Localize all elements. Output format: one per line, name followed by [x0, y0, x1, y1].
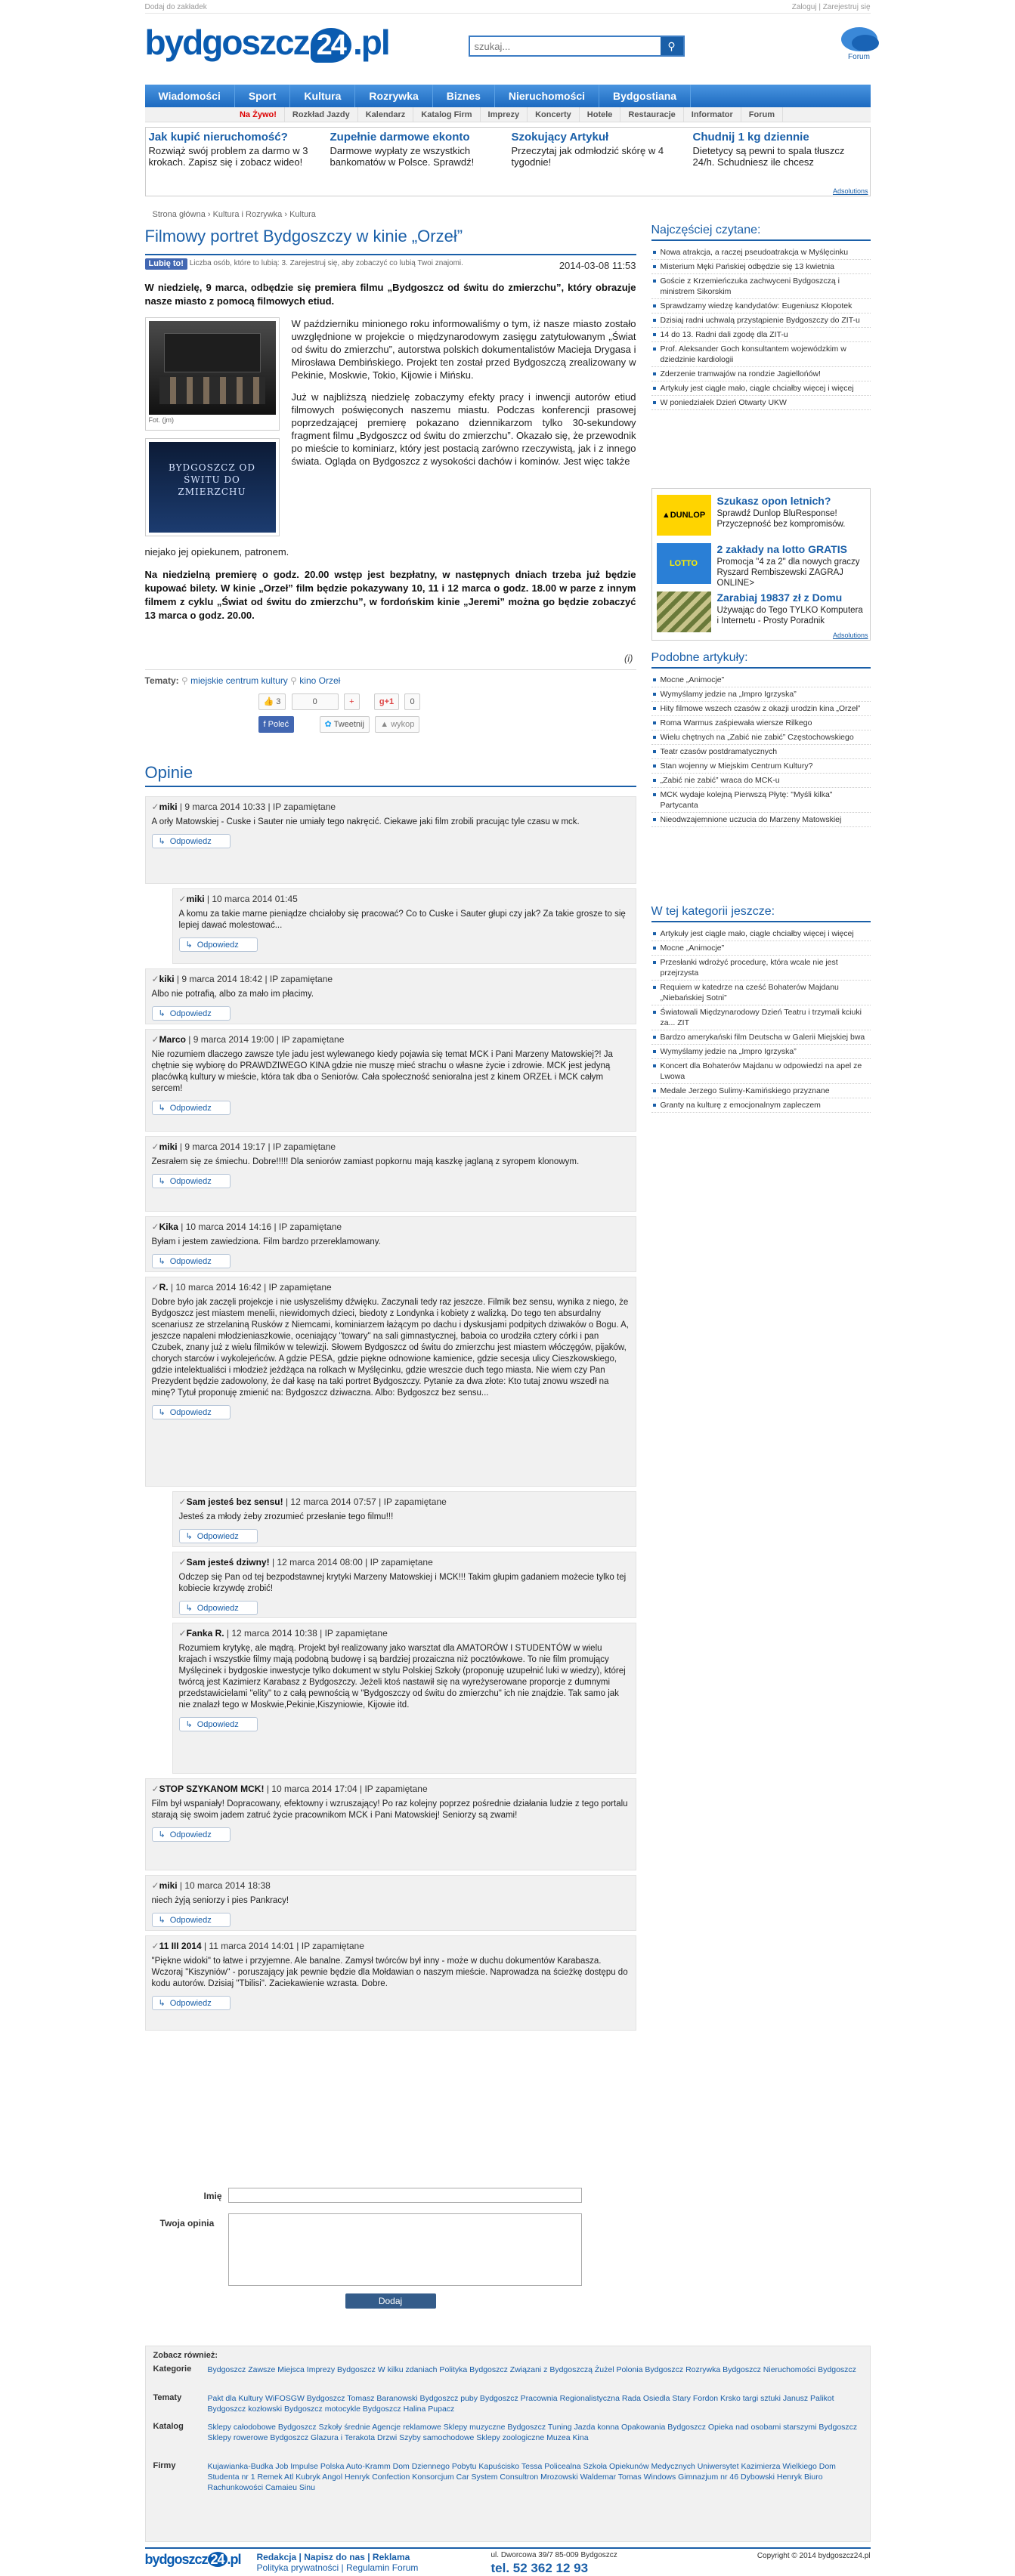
- see-also-links[interactable]: Pakt dla Kultury WiFOSGW Bydgoszcz Tomasz Baranowski Bydgoszcz puby Bydgoszcz Pracownia Regionalistyczna Rada Osiedla Stary Fordon Krsko targi sztuki Janusz Palikot Bydgoszcz kozłowski Bydgoszcz motocykle Bydgoszcz Halina Pupacz: [207, 2394, 834, 2414]
- tag-link[interactable]: kino Orzeł: [299, 675, 341, 686]
- sidebar-list-item[interactable]: Koncert dla Bohaterów Majdanu w odpowiedzi na apel ze Lwowa: [651, 1059, 871, 1084]
- dunlop-logo-icon: ▲DUNLOP: [657, 495, 711, 536]
- comment-header: [152, 1880, 630, 1891]
- ad-box[interactable]: [693, 131, 867, 168]
- comment-text: Albo nie potrafią, albo za mało im płacimy.: [151, 990, 314, 999]
- comment-meta: | 9 marca 2014 10:33 | IP zapamiętane: [179, 802, 336, 812]
- see-also-row: [153, 2422, 864, 2455]
- sidebar-ad[interactable]: [657, 543, 867, 587]
- tags-row: [145, 675, 341, 686]
- comment-author: 11 III 2014: [159, 1941, 202, 1951]
- article-paragraph: W październiku minionego roku informowaliśmy o tym, iż nasze miasto zostało uwzględnione w projekcie o międzynarodowym zasięgu zatytułowanym „Świat od świtu do zmierzchu”, autorstwa polskich dokumentalistów Macieja Drygasa i Mirosława Dembińskiego. Projekt ten został przed Bydgoszczą zrealizowany w Pekinie, Moskwie, Tokio, Kijowie i Mińsku.: [291, 318, 636, 381]
- comment: [145, 1277, 636, 1487]
- comment-text: Zesrałem się ze śmiechu. Dobre!!!!! Dla seniorów zamiast popkornu mają kaszkę jaglaną z syropem klonowym.: [151, 1157, 580, 1166]
- comment-header: [152, 1034, 630, 1045]
- comment-meta: | 9 marca 2014 19:17 | IP zapamiętane: [179, 1141, 336, 1152]
- ad-title[interactable]: Chudnij 1 kg dziennie: [692, 131, 809, 144]
- reply-button[interactable]: [152, 1174, 231, 1188]
- like-bar: [145, 258, 500, 270]
- subnav-live[interactable]: Na Żywo!: [232, 107, 285, 122]
- comment-author-icon: ✓: [151, 1141, 159, 1152]
- logo-text: bydgoszcz: [144, 23, 309, 62]
- photo-caption: Fot. (jm): [148, 416, 174, 424]
- comment-author: Kika: [159, 1222, 178, 1232]
- tags-label: Tematy:: [144, 675, 179, 686]
- name-input[interactable]: [228, 2188, 582, 2203]
- sidebar: [651, 224, 871, 1110]
- top-utility-bar: [145, 0, 871, 14]
- ad-text: Darmowe wypłaty ze wszystkich bankomatów w Polsce. Sprawdź!: [330, 145, 475, 168]
- comments-heading: Opinie: [144, 763, 193, 782]
- breadcrumb[interactable]: Strona główna › Kultura i Rozrywka › Kultura: [152, 210, 316, 219]
- ad-box[interactable]: [149, 131, 323, 168]
- sidebar-list-item[interactable]: Mocne „Animocje”: [651, 673, 871, 687]
- plus-button[interactable]: +: [344, 693, 359, 710]
- sidebar-list-item[interactable]: Nieodwzajemnione uczucia do Marzeny Matowskiej: [651, 813, 871, 827]
- popular-heading: Najczęściej czytane:: [651, 224, 871, 241]
- ad-title[interactable]: Jak kupić nieruchomość?: [148, 131, 288, 144]
- logo-suffix: .pl: [352, 23, 389, 62]
- search-icon: ⚲: [667, 40, 676, 52]
- sidebar-ad[interactable]: [657, 591, 867, 635]
- fb-count: 3: [276, 697, 281, 706]
- comment-header: [152, 802, 630, 812]
- comment-author: miki: [186, 894, 205, 904]
- comment: [145, 968, 636, 1024]
- ad-box[interactable]: [512, 131, 685, 168]
- search-input[interactable]: [470, 37, 659, 55]
- footer-links: [257, 2552, 419, 2573]
- comment: [172, 1491, 636, 1547]
- wykop-label: wykop: [391, 720, 415, 729]
- subnav-item[interactable]: Informator: [684, 107, 741, 122]
- comment-meta: | 10 marca 2014 16:42 | IP zapamiętane: [170, 1282, 332, 1293]
- ad-text: Promocja "4 za 2" dla nowych graczy Ryszard Rembiszewski ZAGRAJ ONLINE>: [716, 558, 860, 588]
- sidebar-list-item[interactable]: Wymyślamy jedzie na „Impro Igrzyska”: [651, 1045, 871, 1059]
- reply-arrow-icon: ↳: [185, 941, 193, 950]
- add-bookmark-link[interactable]: Dodaj do zakładek: [144, 3, 207, 11]
- comment: [145, 1136, 636, 1212]
- article-paragraph-bold: Na niedzielną premierę o godz. 20.00 wstęp jest bezpłatny, w następnych dniach trzeba już będzie kupować bilety. W kinie „Orzeł” film będzie pokazywany 10, 11 i 12 marca o godz. 18.00 w parze z innym filmem z cyklu „Świat od świtu do zmierzchu”, w fordońskim kinie „Jeremi” można go będzie zobaczyć 13 marca o godz. 20.00.: [144, 569, 636, 621]
- comment-header: [152, 1282, 630, 1293]
- search-box: [469, 36, 685, 57]
- see-also-links[interactable]: Kujawianka-Budka Job Impulse Polska Auto-Kramm Dom Dziennego Pobytu Kapuścisko Tessa Policealna Szkoła Opiekunów Medycznych Uniwersytet Kazimierza Wielkiego Dom Studenta nr 1 Remek Atl Kubryk Angol Henryk Confection Konsorcjum Car System Consultron Mrozowski Waldemar Tomas Windows Gimnazjum nr 46 Dybowski Henryk Biuro Rachunkowości Camaieu Sinu: [207, 2462, 836, 2492]
- comment-author-icon: ✓: [151, 1880, 159, 1891]
- reply-arrow-icon: ↳: [185, 1720, 193, 1729]
- nav-item-rozrywka[interactable]: Rozrywka: [355, 85, 432, 107]
- ad-text: Dietetycy są pewni to spala tłuszcz 24/h. Schudniesz ile chcesz: [692, 145, 845, 168]
- footer-links-top[interactable]: Redakcja | Napisz do nas | Reklama: [256, 2552, 410, 2562]
- see-also-row: [153, 2364, 864, 2387]
- reply-button[interactable]: [179, 1717, 258, 1731]
- logo-text: bydgoszcz: [144, 2552, 208, 2567]
- comment-author: miki: [159, 1880, 178, 1891]
- comment-author-icon: ✓: [151, 1941, 159, 1951]
- comment-author: Marco: [159, 1034, 186, 1045]
- tag-icon: ⚲: [290, 675, 297, 686]
- article-poster[interactable]: [145, 438, 280, 536]
- sidebar-list-item[interactable]: 14 do 13. Radni dali zgodę dla ZIT-u: [651, 328, 871, 342]
- reply-button[interactable]: [152, 1006, 231, 1021]
- reply-arrow-icon: ↳: [158, 1009, 166, 1018]
- see-also-title: Zobacz również:: [153, 2351, 218, 2360]
- article-title: Filmowy portret Bydgoszczy w kinie „Orzeł”: [144, 227, 463, 246]
- comment-header: [179, 1496, 630, 1507]
- sub-navigation: [145, 107, 871, 122]
- comment-author-icon: ✓: [178, 1496, 187, 1507]
- tag-icon: ⚲: [181, 675, 188, 686]
- tweet-label: Tweetnij: [333, 720, 364, 729]
- comment-author-icon: ✓: [178, 894, 187, 904]
- comment-meta: | 10 marca 2014 14:16 | IP zapamiętane: [181, 1222, 342, 1232]
- reply-button[interactable]: [152, 1913, 231, 1927]
- submit-comment-button[interactable]: Dodaj: [345, 2293, 436, 2309]
- popular-list: [651, 246, 871, 410]
- search-button[interactable]: [661, 37, 683, 55]
- ad-text: Sprawdź Dunlop BluResponse! Przyczepność bez kompromisów.: [716, 509, 846, 529]
- category-section: [651, 905, 871, 1113]
- ad-text: Używając do Tego TYLKO Komputera i Internetu - Prosty Poradnik: [716, 606, 863, 625]
- comment-header: [152, 1784, 630, 1794]
- category-list: [651, 927, 871, 1113]
- see-also-key: Kategorie: [153, 2364, 192, 2374]
- sidebar-ad-block: [651, 488, 871, 641]
- tag-link[interactable]: miejskie centrum kultury: [190, 675, 288, 686]
- sidebar-list-item[interactable]: Stan wojenny w Miejskim Centrum Kultury?: [651, 759, 871, 774]
- nav-item-wiadomosci[interactable]: Wiadomości: [145, 85, 235, 107]
- category-heading: W tej kategorii jeszcze:: [651, 905, 871, 922]
- subnav-item[interactable]: Imprezy: [481, 107, 528, 122]
- similar-heading: Podobne artykuły:: [651, 651, 871, 669]
- nav-item-biznes[interactable]: Biznes: [433, 85, 495, 107]
- sidebar-list-item[interactable]: Przesłanki wdrożyć procedurę, która wcale nie jest przejrzysta: [651, 956, 871, 981]
- comment: [172, 888, 636, 964]
- comment-header: [179, 894, 630, 904]
- article-photo[interactable]: [145, 317, 280, 431]
- comment-text: Odczep się Pan od tej bezpodstawnej krytyki Marzeny Matowskiej i MCK!!! Takim głupim gadaniem możecie tylko tej kobiecie krzywdę zrobić!: [178, 1573, 627, 1593]
- main-navigation: [145, 85, 871, 107]
- footer-logo[interactable]: [145, 2552, 241, 2568]
- reply-arrow-icon: ↳: [158, 1830, 166, 1839]
- gplus-count: 0: [404, 693, 419, 710]
- ad-box[interactable]: [330, 131, 504, 168]
- see-also-row: [153, 2461, 864, 2507]
- comment-text: "Piękne widoki" to łatwe i przyjemne. Ale banalne. Zamysł twórców był inny - może w duchu dokumentów Karabasza. Wczoraj "Kiszyniów" - poruszający jak pewnie będzie dla Mołdawian o naszym mieście. Naprowadza na ścieżkę dostępu do kodu autorów. Dzisiaj "Tbilisi". Zaciekawienie wzrasta. Dobre.: [151, 1957, 628, 1988]
- see-also-row: [153, 2393, 864, 2416]
- nav-item-nieruchomosci[interactable]: Nieruchomości: [495, 85, 599, 107]
- ad-title[interactable]: Szukasz opon letnich?: [716, 495, 831, 507]
- subnav-item[interactable]: Hotele: [580, 107, 621, 122]
- wykop-button[interactable]: [375, 716, 419, 733]
- comment-text: Dobre było jak zaczęli projekcje i nie usłyszeliśmy dźwięku. Zaczynali tedy raz jeszcze. Filmik bez sensu, wynika z niego, że Bydgoszcz jest miastem menelii, niewidomych dzieci, biedoty z Londynka i kobiety z walizką. Do tego ten absurdalny scenariusz ze strzelaniną Rusków z Niemcami, kominiarzem łażącym po dachu i dyskusjami podpitych dziwaków o Bogu. A, jeszcze napaleni młodzieniaszkowie, oceniający "towary" na sali gimnastycznej, baboia co urodziła cztery córki i pan Czubek, znany już z wielu filmików w telewizji. Słowem Bydgoszcz od świtu do zmierzchu jest miastem włóczęgów, pijaków, chorych starców i wykolejeńców. A gdzie PESA, gdzie piękne odnowione kamienice, gdzie secesja ulicy Cieszkowskiego, gdzie intelektualiści i młodzież jeżdżąca na rolkach w Myślęcinku, gdzie wreszcie duch tego miasta. Nie wiem czy Pan Prezydent będzie zadowolony, że dał kasę na taki portret Bydgoszczy. Pytanie za dwa złote: Kto tutaj znowu wszedł na minę? Tytuł proponuję zmienić na: Bydgoszcz dziwaczna. Albo: Bydgoszcz bez sensu...: [151, 1298, 629, 1398]
- see-also-box: [145, 2346, 871, 2542]
- nav-item-bydgostiana[interactable]: Bydgostiana: [599, 85, 691, 107]
- nav-item-sport[interactable]: Sport: [235, 85, 291, 107]
- sidebar-list-item[interactable]: Granty na kulturę z emocjonalnym zapleczem: [651, 1098, 871, 1113]
- comment: [145, 796, 636, 884]
- comment-meta: | 9 marca 2014 19:00 | IP zapamiętane: [188, 1034, 345, 1045]
- gplus-button[interactable]: g+1: [374, 693, 399, 710]
- opinion-label: Twoja opinia: [159, 2218, 215, 2229]
- reply-arrow-icon: ↳: [158, 837, 166, 846]
- reply-button[interactable]: [179, 937, 258, 952]
- sidebar-list-item[interactable]: Zderzenie tramwajów na rondzie Jagiellońów!: [651, 367, 871, 381]
- reply-arrow-icon: ↳: [158, 1177, 166, 1186]
- comment-author: miki: [159, 1141, 178, 1152]
- share-block: [258, 693, 515, 742]
- logo-suffix: .pl: [227, 2552, 241, 2567]
- article-body: [292, 317, 636, 468]
- ad-text: Przeczytaj jak odmłodzić skórę w 4 tygodnie!: [511, 145, 664, 168]
- footer-copyright: Copyright © 2014 bydgoszcz24.pl: [757, 2552, 871, 2560]
- comment-meta: | 12 marca 2014 08:00 | IP zapamiętane: [271, 1557, 433, 1568]
- comment-author-icon: ✓: [151, 1784, 159, 1794]
- divider: [145, 669, 636, 670]
- see-also-key: Firmy: [153, 2461, 176, 2470]
- footer-address: ul. Dworcowa 39/7 85-009 Bydgoszcz: [490, 2551, 617, 2559]
- reply-label: Odpowiedz: [197, 1604, 239, 1613]
- reply-label: Odpowiedz: [169, 1916, 212, 1925]
- fb-share-button[interactable]: [258, 716, 295, 733]
- sidebar-list-item[interactable]: Medale Jerzego Sulimy-Kamińskiego przyznane: [651, 1084, 871, 1098]
- sidebar-list-item[interactable]: Sprawdzamy wiedzę kandydatów: Eugeniusz Kłopotek: [651, 299, 871, 314]
- comment-meta: | 10 marca 2014 17:04 | IP zapamiętane: [266, 1784, 428, 1794]
- comment-header: [152, 1222, 630, 1232]
- comment-text: Jesteś za młody żeby zrozumieć przesłanie tego filmu!!!: [178, 1512, 394, 1521]
- sidebar-list-item[interactable]: Goście z Krzemieńczuka zachwyceni Bydgoszczą i ministrem Sikorskim: [651, 274, 871, 299]
- ad-title[interactable]: Zarabiaj 19837 zł z Domu: [716, 591, 843, 604]
- comment-author: miki: [159, 802, 178, 812]
- login-register-links[interactable]: Zaloguj | Zarejestruj się: [791, 3, 871, 11]
- ad-title[interactable]: Szokujący Artykuł: [511, 131, 609, 144]
- reply-button[interactable]: [179, 1601, 258, 1615]
- reply-button[interactable]: [179, 1529, 258, 1543]
- sidebar-list-item[interactable]: Bardzo amerykański film Deutscha w Galerii Miejskiej bwa: [651, 1030, 871, 1045]
- ad-text: Rozwiąż swój problem za darmo w 3 krokach. Zapisz się i zobacz wideo!: [148, 145, 308, 168]
- forum-chat-icon: [841, 27, 877, 51]
- reply-label: Odpowiedz: [197, 1720, 239, 1729]
- comment-author-icon: ✓: [178, 1557, 187, 1568]
- subnav-item[interactable]: Rozkład Jazdy: [285, 107, 358, 122]
- reply-label: Odpowiedz: [197, 941, 239, 950]
- info-icon[interactable]: (i): [624, 653, 633, 664]
- comment-meta: | 9 marca 2014 18:42 | IP zapamiętane: [176, 974, 333, 984]
- comment-author: Sam jesteś bez sensu!: [186, 1496, 283, 1507]
- reply-arrow-icon: ↳: [185, 1532, 193, 1541]
- reply-label: Odpowiedz: [169, 1408, 212, 1417]
- similar-list: [651, 673, 871, 827]
- comment-header: [152, 1141, 630, 1152]
- thumb-icon: 👍: [263, 697, 274, 706]
- site-logo[interactable]: [145, 20, 389, 65]
- comment-text: Rozumiem krytykę, ale mądrą. Projekt był realizowany jako warsztat dla AMATORÓW I STUDENTÓW w wielu krajach i wszystkie filmy mają podobną budowę i są bardziej prozaiczna niż pocztówkowe. To nie film promujący Myślęcinek i bydgoskie inwestycje tylko dokument w stylu Polskiej Szkoły (proponuję uzupełnić luki w wiedzy), której twórcą jest Kazimierz Karabasz z Bydgoszczy. Jeżeli ktoś nastawił się na wyreżyserowane proporcje z dumnymi przedstawicielami "elity" to z całą pewnością w "Bydgoszczy od świtu do zmierzchu" ich nie znajdzie. Tak samo jak nie znalazł tego w Moskwie,Pekinie,Kiszyniowie, Kijowie itd.: [178, 1644, 626, 1710]
- tweet-button[interactable]: [320, 716, 370, 733]
- facebook-icon: f: [263, 720, 266, 729]
- twitter-icon: ✿: [324, 720, 332, 729]
- subnav-item[interactable]: Forum: [741, 107, 783, 122]
- fb-count-button[interactable]: [258, 693, 286, 710]
- reply-label: Odpowiedz: [169, 1257, 212, 1266]
- article-paragraph: niejako jej opiekunem, patronem.: [144, 546, 289, 558]
- reply-arrow-icon: ↳: [158, 1257, 166, 1266]
- ads-provider-link[interactable]: Adsolutions: [832, 187, 868, 195]
- similar-section: [651, 651, 871, 827]
- reply-button[interactable]: [152, 1996, 231, 2010]
- reply-arrow-icon: ↳: [185, 1604, 193, 1613]
- comment-author-icon: ✓: [178, 1628, 187, 1639]
- reply-label: Odpowiedz: [169, 1830, 212, 1839]
- comment: [172, 1552, 636, 1618]
- comment-text: Film był wspaniały! Dopracowany, efektowny i wzruszający! Po raz kolejny poprzez pośrednie działania ludzie z tego portalu starają się swoim jadem zatruć życie pracownikom MCK i Pani Matowskiej! Seniorzy są zwami!: [151, 1799, 628, 1820]
- article-paragraph: Już w najbliższą niedzielę zobaczymy efekty pracy i inwencji autorów etiud filmowych poświęconych naszemu miastu. Podczas konferencji prasowej poprzedzającej premierę pokazano dziennikarzom tylko 30-sekundowy fragment filmu „Bydgoszcz od świtu do zmierzchu”. Okazało się, że przewodnik po mieście to kominiarz, który jest postacią zarówno rzeczywistą, jak i z innego świata. Ogląda on Bydgoszcz z wysokości dachów i kominów. Jest więc także: [291, 391, 636, 467]
- comment-header: [152, 974, 630, 984]
- ads-provider-link[interactable]: Adsolutions: [832, 632, 868, 639]
- sidebar-list-item[interactable]: Wielu chętnych na „Zabić nie zabić” Częstochowskiego: [651, 730, 871, 745]
- subnav-item[interactable]: Restauracje: [620, 107, 683, 122]
- sidebar-list-item[interactable]: Wymyślamy jedzie na „Impro Igrzyska”: [651, 687, 871, 702]
- reply-arrow-icon: ↳: [158, 1104, 166, 1113]
- comment-author: kiki: [159, 974, 175, 984]
- title-divider: [145, 254, 636, 255]
- reply-label: Odpowiedz: [169, 1999, 212, 2008]
- comments-divider: [145, 786, 636, 787]
- comment-meta: | 10 marca 2014 18:38: [179, 1880, 271, 1891]
- sidebar-list-item[interactable]: Artykuły jest ciągle mało, ciągle chciałby więcej i więcej: [651, 927, 871, 941]
- comment: [145, 1935, 636, 2031]
- comment-meta: | 10 marca 2014 01:45: [206, 894, 298, 904]
- nav-item-kultura[interactable]: Kultura: [290, 85, 355, 107]
- poster-image: BYDGOSZCZ OD ŚWITU DO ZMIERZCHU: [149, 442, 276, 533]
- page: [145, 0, 871, 2576]
- logo-badge: 24: [311, 28, 351, 63]
- sidebar-list-item[interactable]: Dzisiaj radni uchwalą przystąpienie Bydgoszczy do ZIT-u: [651, 314, 871, 328]
- forum-link[interactable]: [837, 27, 882, 61]
- sidebar-list-item[interactable]: MCK wydaje kolejną Pierwszą Płytę: "Myśli kilka" Partycanta: [651, 788, 871, 813]
- sidebar-list-item[interactable]: Requiem w katedrze na cześć Bohaterów Majdanu „Niebańskiej Sotni”: [651, 981, 871, 1005]
- like-count-text: Liczba osób, które to lubią: 3. Zarejestruj się, aby zobaczyć co lubią Twoi znajomi.: [189, 259, 463, 267]
- lotto-icon: LOTTO: [657, 543, 711, 584]
- see-also-key: Katalog: [153, 2422, 184, 2431]
- sidebar-list-item[interactable]: Roma Warmus zaśpiewała wiersze Rilkego: [651, 716, 871, 730]
- comment-author: R.: [159, 1282, 169, 1293]
- comment: [145, 1029, 636, 1132]
- reply-button[interactable]: [152, 834, 231, 848]
- reply-label: Odpowiedz: [169, 1177, 212, 1186]
- comment-author-icon: ✓: [151, 974, 159, 984]
- sidebar-list-item[interactable]: Światowali Międzynarodowy Dzień Teatru i trzymali kciuki za... ZIT: [651, 1005, 871, 1030]
- reply-button[interactable]: [152, 1827, 231, 1842]
- comment-header: [179, 1628, 630, 1639]
- comment-author-icon: ✓: [151, 802, 159, 812]
- sidebar-ad[interactable]: [657, 495, 867, 539]
- reply-label: Odpowiedz: [197, 1532, 239, 1541]
- comment-meta: | 12 marca 2014 07:57 | IP zapamiętane: [285, 1496, 447, 1507]
- comment-author: Sam jesteś dziwny!: [186, 1557, 270, 1568]
- see-also-key: Tematy: [153, 2393, 182, 2402]
- comment-meta: | 12 marca 2014 10:38 | IP zapamiętane: [226, 1628, 388, 1639]
- ad-title[interactable]: 2 zakłady na lotto GRATIS: [716, 543, 847, 555]
- article-date: 2014-03-08 11:53: [559, 260, 636, 271]
- name-label: Imię: [203, 2191, 222, 2201]
- comment-meta: | 11 marca 2014 14:01 | IP zapamiętane: [203, 1941, 364, 1951]
- sidebar-list-item[interactable]: Teatr czasów postdramatycznych: [651, 745, 871, 759]
- comment-text: niech żyją seniorzy i pies Pankracy!: [151, 1896, 289, 1905]
- reply-arrow-icon: ↳: [158, 1999, 166, 2008]
- sidebar-list-item[interactable]: Prof. Aleksander Goch konsultantem wojewódzkim w dziedzinie kardiologii: [651, 342, 871, 367]
- comment-author-icon: ✓: [151, 1222, 159, 1232]
- fb-share-label: Poleć: [268, 720, 289, 729]
- reply-button[interactable]: [152, 1254, 231, 1268]
- money-icon: [657, 591, 711, 632]
- sidebar-list-item[interactable]: Mocne „Animocje”: [651, 941, 871, 956]
- sidebar-list-item[interactable]: Misterium Męki Pańskiej odbędzie się 13 kwietnia: [651, 260, 871, 274]
- fb-like-button[interactable]: Lubię to!: [145, 258, 187, 270]
- wykop-icon: ▲: [380, 720, 389, 729]
- comment-text: A komu za takie marne pieniądze chciałoby się pracować? Co to Cuske i Sauter głupi czy jak? Za takie grosze to się lepiej dawać molestować...: [178, 910, 626, 930]
- comment-text: Nie rozumiem dlaczego zawsze tyle jadu jest wylewanego kiedy pojawia się temat MCK i Pani Marzeny Matowskiej?! Ja chętnie się wybiorę do PRAWDZIWEGO KINA gdzie nie muszę mieć strachu o własne życie i zdrowie. MCK jest jedyną placówką kultury w mieście, która tak dba o Seniorów. Cała społeczność senioralna jest z kinem ORZEŁ i MCK całym sercem!: [151, 1050, 613, 1093]
- sidebar-list-item[interactable]: Nowa atrakcja, a raczej pseudoatrakcja w Myślęcinku: [651, 246, 871, 260]
- reply-label: Odpowiedz: [169, 1104, 212, 1113]
- comment-text: Byłam i jestem zawiedziona. Film bardzo przereklamowany.: [151, 1237, 381, 1246]
- comment-author: Fanka R.: [186, 1628, 224, 1639]
- sidebar-list-item[interactable]: Artykuły jest ciągle mało, ciągle chciałby więcej i więcej: [651, 381, 871, 396]
- reply-arrow-icon: ↳: [158, 1408, 166, 1417]
- subnav-item[interactable]: Koncerty: [528, 107, 580, 122]
- comment-author-icon: ✓: [151, 1282, 159, 1293]
- opinion-textarea[interactable]: [228, 2213, 582, 2286]
- comment-text: A orły Matowskiej - Cuske i Sauter nie umiały tego nakręcić. Ciekawe jaki film zrobili pracując tyle czasu w mck.: [151, 817, 580, 826]
- sidebar-list-item[interactable]: Hity filmowe wszech czasów z okazji urodzin kina „Orzeł”: [651, 702, 871, 716]
- sidebar-list-item[interactable]: „Zabić nie zabić” wraca do MCK-u: [651, 774, 871, 788]
- comment: [172, 1623, 636, 1774]
- footer-links-bottom[interactable]: Polityka prywatności | Regulamin Forum: [256, 2562, 419, 2573]
- sidebar-list-item[interactable]: W poniedziałek Dzień Otwarty UKW: [651, 396, 871, 410]
- comment-author-icon: ✓: [151, 1034, 159, 1045]
- top-ad-banner: [145, 127, 871, 196]
- subnav-item[interactable]: Kalendarz: [358, 107, 414, 122]
- comment-header: [152, 1941, 630, 1951]
- comment: [145, 1216, 636, 1272]
- reply-button[interactable]: [152, 1101, 231, 1115]
- comment: [145, 1875, 636, 1931]
- footer: [145, 2547, 871, 2576]
- footer-phone: tel. 52 362 12 93: [490, 2561, 589, 2575]
- see-also-links[interactable]: Sklepy całodobowe Bydgoszcz Szkoły średnie Agencje reklamowe Sklepy muzyczne Bydgoszcz Tuning Jazda konna Opakowania Bydgoszcz Opieka nad osobami starszymi Bydgoszcz Sklepy rowerowe Bydgoszcz Glazura i Terakota Drzwi Szyby samochodowe Sklepy zoologiczne Muzea Kina: [207, 2423, 858, 2442]
- see-also-links[interactable]: Bydgoszcz Zawsze Miejsca Imprezy Bydgoszcz W kilku zdaniach Polityka Bydgoszcz Związani z Bydgoszczą Żużel Polonia Bydgoszcz Rozrywka Bydgoszcz Nieruchomości Bydgoszcz: [207, 2365, 856, 2374]
- article-lead: W niedzielę, 9 marca, odbędzie się premiera filmu „Bydgoszcz od świtu do zmierzchu”, który obrazuje nasze miasto z pomocą filmowych etiud.: [144, 282, 636, 307]
- reply-label: Odpowiedz: [169, 837, 212, 846]
- comment: [145, 1778, 636, 1870]
- forum-label: Forum: [848, 53, 870, 61]
- subnav-item[interactable]: Katalog Firm: [413, 107, 480, 122]
- share-counter: 0: [292, 693, 339, 710]
- comment-author: STOP SZYKANOM MCK!: [159, 1784, 265, 1794]
- comment-header: [179, 1557, 630, 1568]
- reply-arrow-icon: ↳: [158, 1916, 166, 1925]
- reply-button[interactable]: [152, 1405, 231, 1419]
- reply-label: Odpowiedz: [169, 1009, 212, 1018]
- photo-image: [149, 321, 276, 415]
- ad-title[interactable]: Zupełnie darmowe ekonto: [330, 131, 470, 144]
- logo-badge: 24: [208, 2552, 227, 2567]
